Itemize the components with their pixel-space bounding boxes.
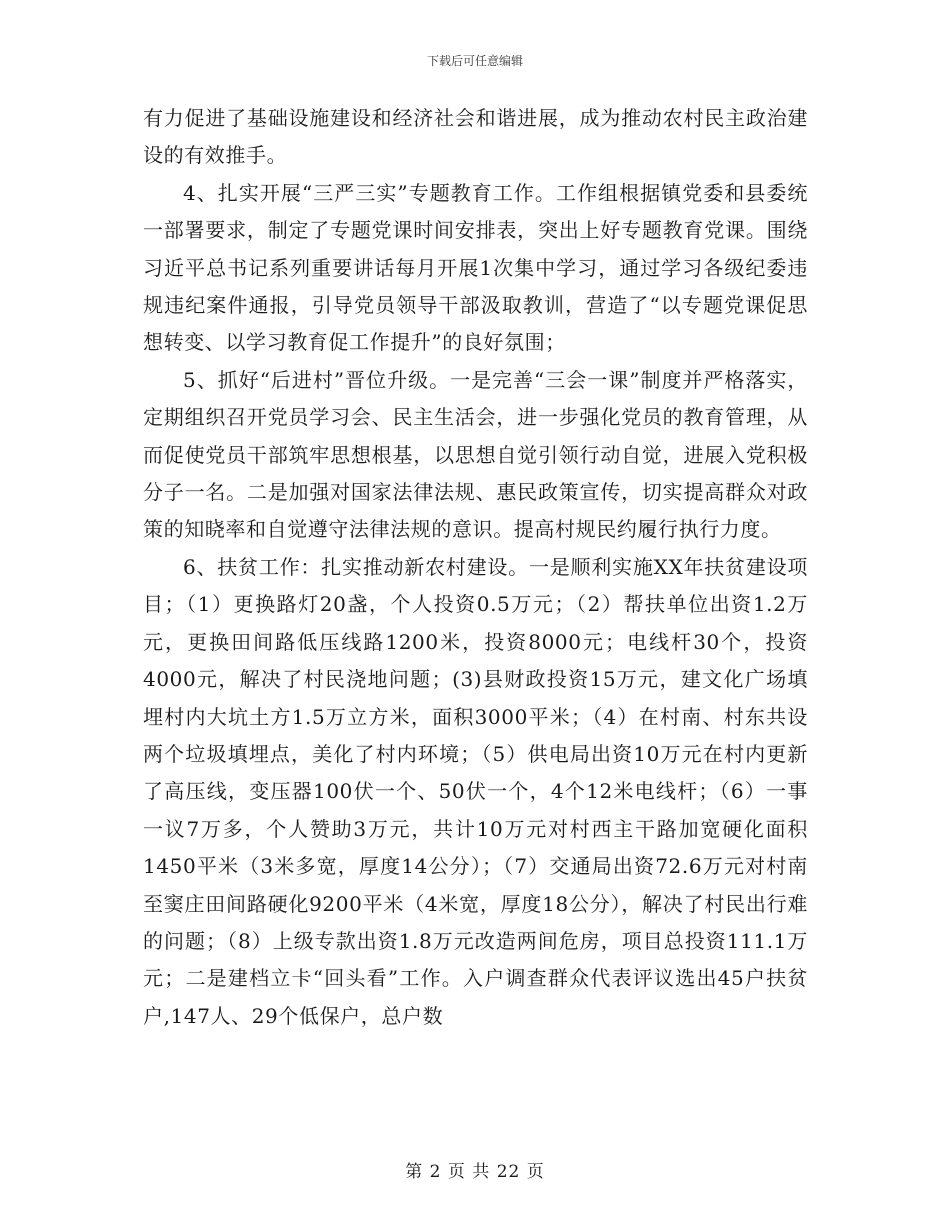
- paragraph-continuation: 有力促进了基础设施建设和经济社会和谐进展，成为推动农村民主政治建设的有效推手。: [143, 106, 808, 168]
- page-number: 第 2 页 共 22 页: [405, 1162, 545, 1182]
- paragraph-item-4: 4、扎实开展“三严三实”专题教育工作。工作组根据镇党委和县委统一部署要求，制定了专题党课时间安排表，突出上好专题教育党课。围绕习近平总书记系列重要讲话每月开展1次集中学习，通过学习各级纪委违规违纪案件通报，引导党员领导干部汲取教训，营造了“以专题党课促思想转变、以学习教育促工作提升”的良好氛围；: [143, 180, 808, 355]
- document-body: [143, 100, 808, 1035]
- paragraph-item-5: 5、抓好“后进村”晋位升级。一是完善“三会一课”制度并严格落实，定期组织召开党员学习会、民主生活会，进一步强化党员的教育管理，从而促使党员干部筑牢思想根基，以思想自觉引领行动自觉，进展入党积极分子一名。二是加强对国家法律法规、惠民政策宣传，切实提高群众对政策的知晓率和自觉遵守法律法规的意识。提高村规民约履行执行力度。: [143, 367, 808, 542]
- paragraph-item-6: 6、扶贫工作：扎实推动新农村建设。一是顺利实施XX年扶贫建设项目；（1）更换路灯20盏，个人投资0.5万元；（2）帮扶单位出资1.2万元，更换田间路低压线路1200米，投资8000元；电线杆30个，投资4000元，解决了村民浇地问题；(3)县财政投资15万元，建文化广场填埋村内大坑土方1.5万立方米，面积3000平米；（4）在村南、村东共设两个垃圾填埋点，美化了村内环境；（5）供电局出资10万元在村内更新了高压线，变压器100伏一个、50伏一个，4个12米电线杆；（6）一事一议7万多，个人赞助3万元，共计10万元对村西主干路加宽硬化面积1450平米（3米多宽，厚度14公分）；（7）交通局出资72.6万元对村南至窦庄田间路硬化9200平米（4米宽，厚度18公分），解决了村民出行难的问题；（8）上级专款出资1.8万元改造两间危房，项目总投资111.1万元；二是建档立卡“回头看”工作。入户调查群众代表评议选出45户扶贫户,147人、29个低保户，总户数: [143, 554, 808, 1028]
- page-header: 下载后可任意编辑: [426, 54, 523, 68]
